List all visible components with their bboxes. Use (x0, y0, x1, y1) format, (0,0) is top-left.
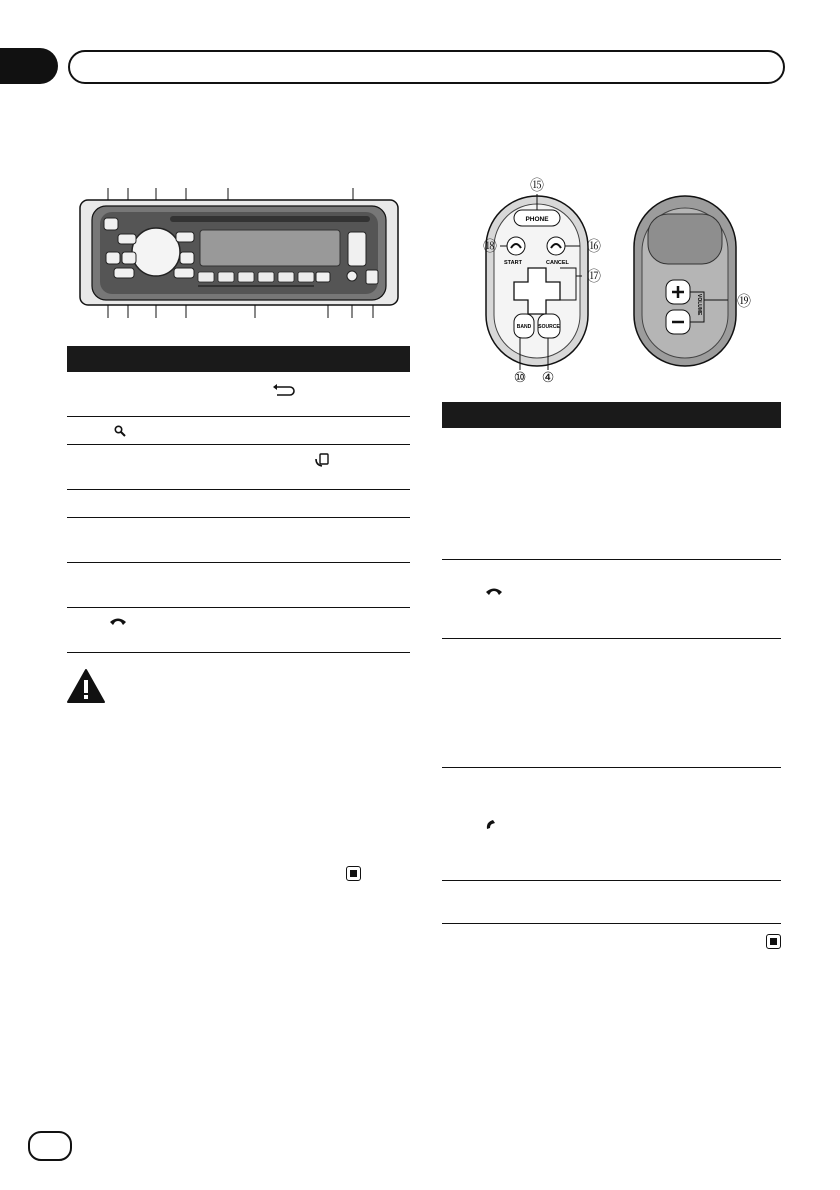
stop-icon (346, 866, 361, 881)
table-row (442, 428, 781, 560)
table-header (442, 402, 781, 428)
back-arrow-icon (273, 384, 297, 398)
table-row (67, 417, 410, 445)
section-tab (0, 48, 58, 84)
left-table (67, 346, 410, 653)
table-row (67, 445, 410, 490)
table-row (67, 563, 410, 608)
table-row (67, 608, 410, 653)
phone-button-label: PHONE (525, 216, 549, 223)
callout-17: ⑰ (587, 268, 601, 284)
volume-label: VOLUME (696, 294, 702, 316)
table-row (442, 881, 781, 924)
table-row (442, 560, 781, 639)
table-row (442, 639, 781, 768)
head-unit-illustration (70, 180, 410, 330)
search-icon (114, 425, 126, 437)
end-call-icon (109, 616, 127, 626)
start-label: START (504, 260, 522, 266)
phone-menu-icon (315, 453, 329, 467)
end-call-icon (485, 586, 503, 596)
cancel-label: CANCEL (546, 260, 569, 266)
band-label: BAND (516, 324, 532, 330)
stop-icon (766, 934, 781, 949)
start-call-icon (485, 818, 497, 830)
table-row (442, 768, 781, 881)
callout-16: ⑯ (587, 238, 601, 254)
remote-illustration (470, 176, 760, 386)
table-row (67, 372, 410, 417)
warning-icon (66, 668, 106, 704)
callout-4: ④ (541, 369, 555, 385)
right-table (442, 402, 781, 924)
callout-10: ⑩ (513, 369, 527, 385)
source-label: SOURCE (538, 324, 560, 330)
page-header (68, 50, 785, 84)
table-row (67, 490, 410, 518)
table-header (67, 346, 410, 372)
table-row (67, 518, 410, 563)
callout-18: ⑱ (483, 238, 497, 254)
page-badge (28, 1131, 72, 1161)
callout-19: ⑲ (737, 293, 751, 309)
callout-15: ⑮ (530, 177, 544, 193)
